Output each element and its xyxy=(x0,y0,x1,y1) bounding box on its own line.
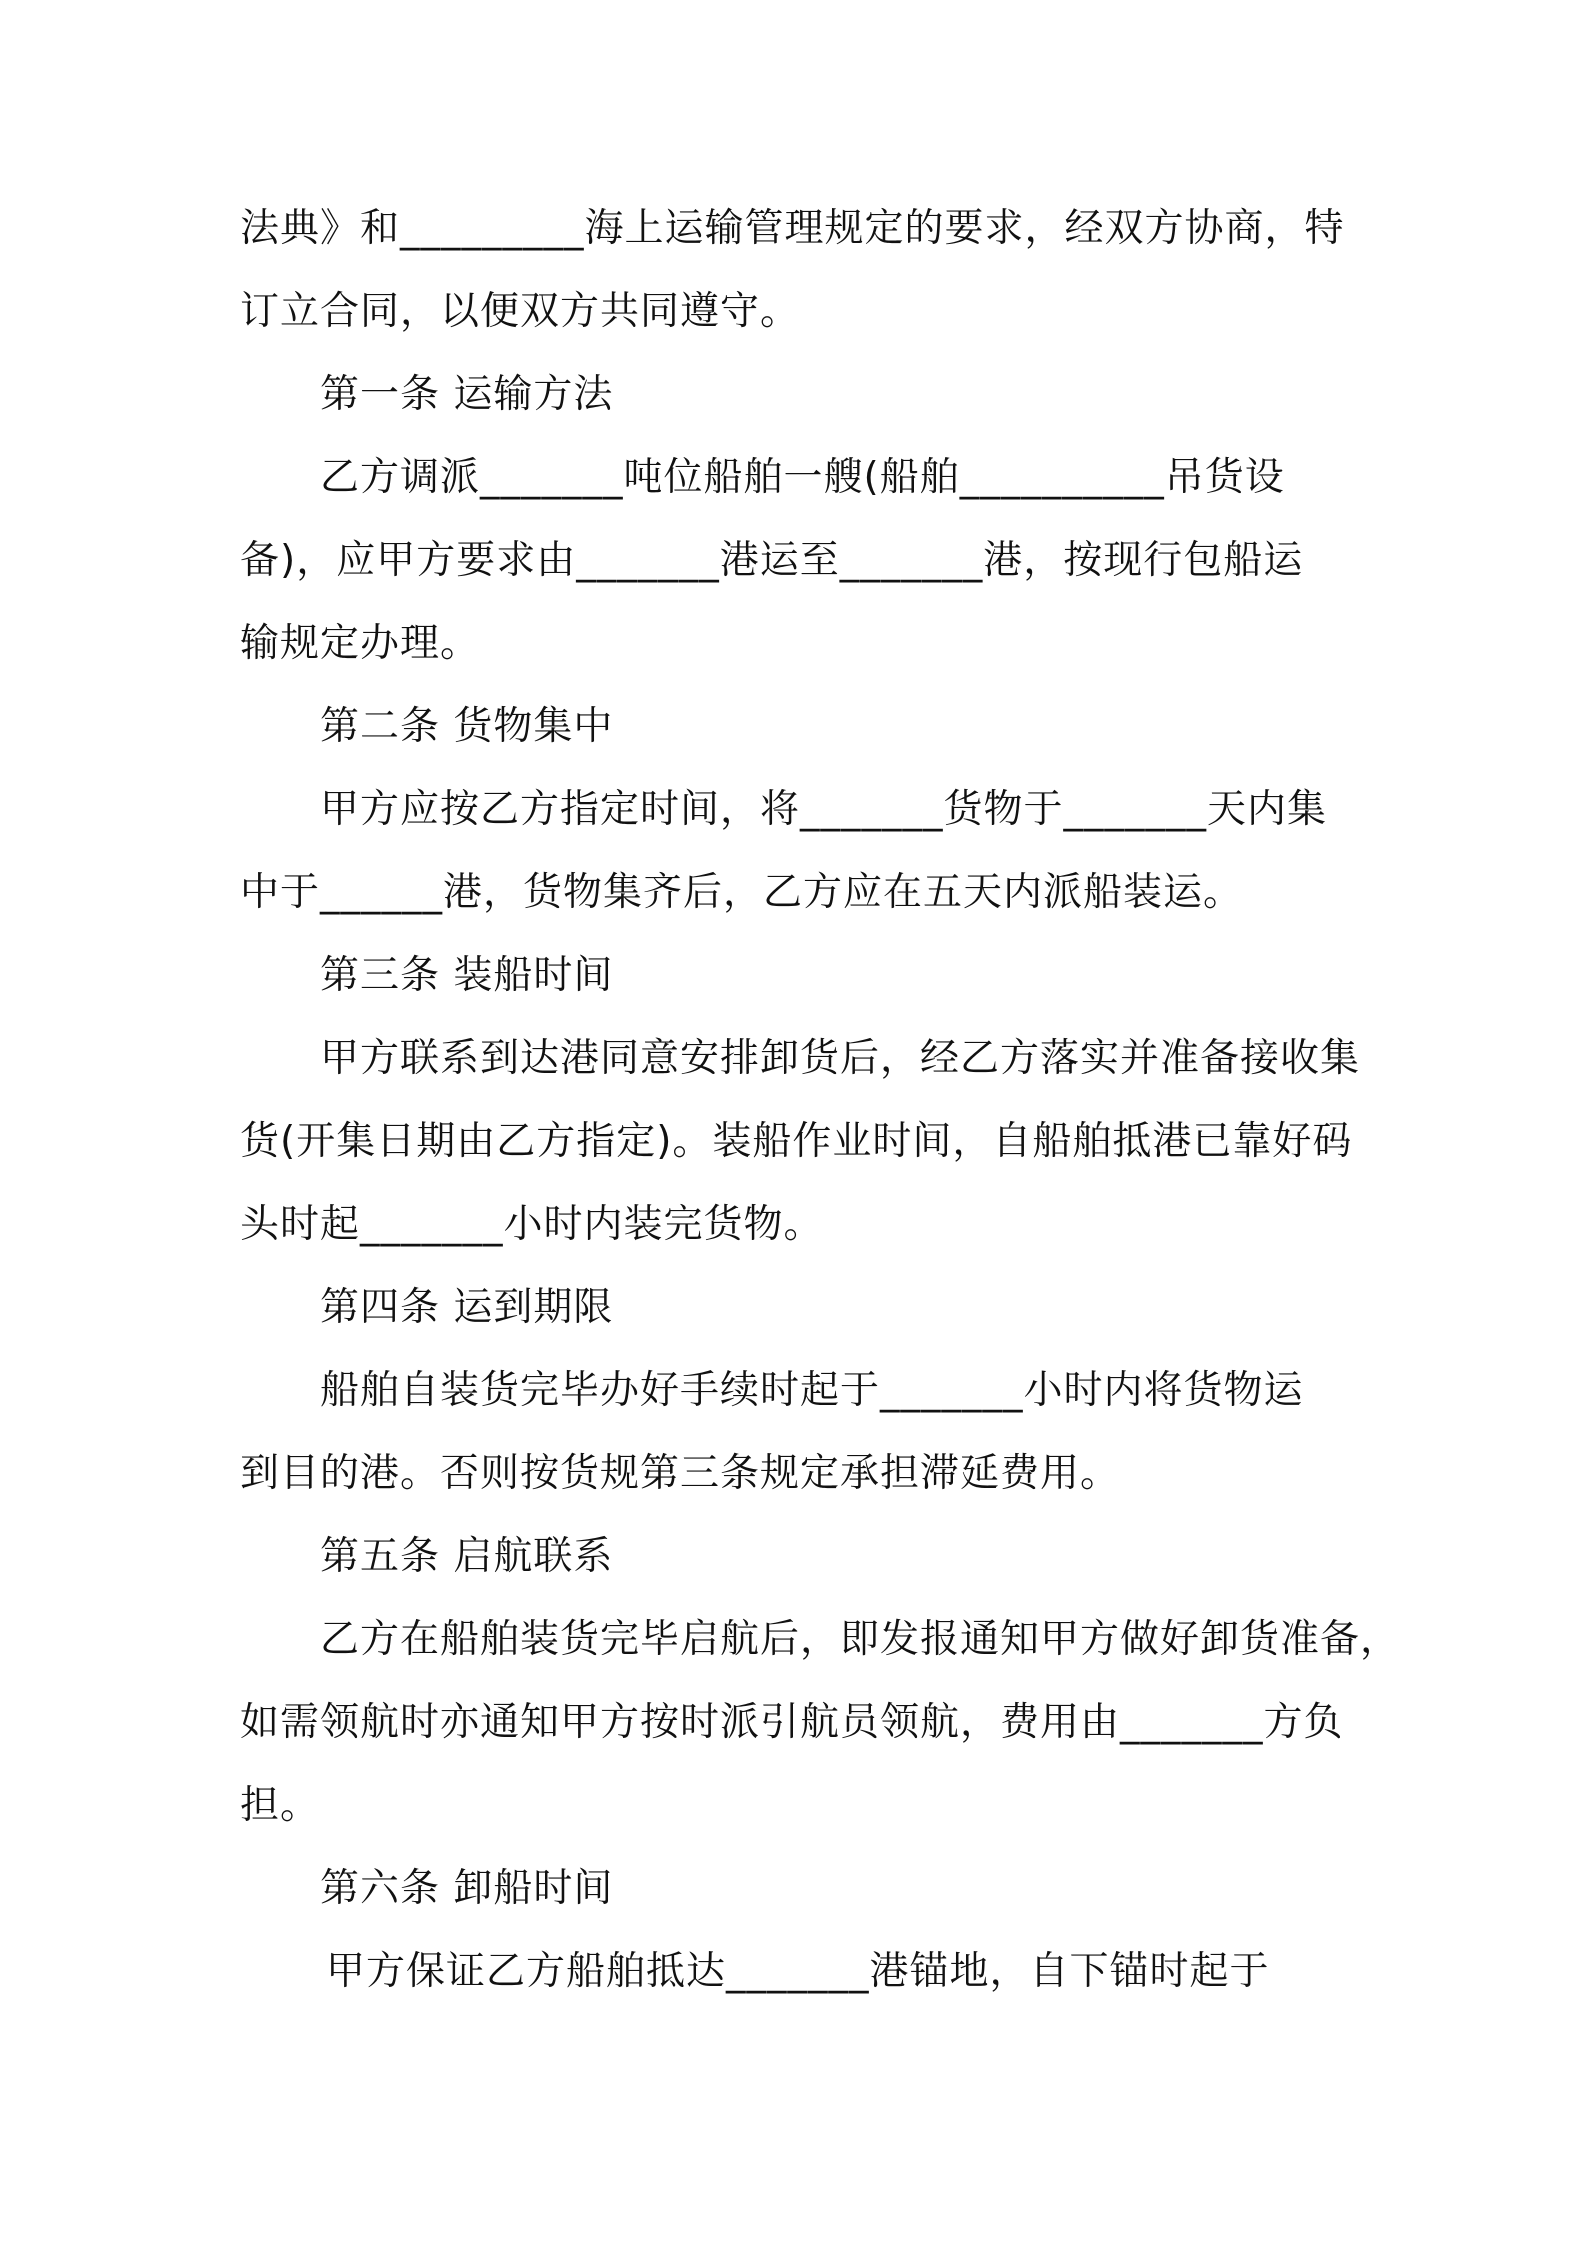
article-heading-3: 第三条 装船时间 xyxy=(320,953,614,998)
text-line: 如需领航时亦通知甲方按时派引航员领航，费用由_______方负 xyxy=(240,1700,1344,1745)
article-heading-2: 第二条 货物集中 xyxy=(320,704,614,749)
article-heading-5: 第五条 启航联系 xyxy=(320,1534,614,1579)
text-line: 乙方调派_______吨位船舶一艘(船舶__________吊货设 xyxy=(320,455,1285,500)
text-line: 甲方联系到达港同意安排卸货后，经乙方落实并准备接收集 xyxy=(320,1036,1361,1081)
text-line: 输规定办理。 xyxy=(240,621,481,666)
text-line: 到目的港。否则按货规第三条规定承担滞延费用。 xyxy=(240,1451,1121,1496)
text-line: 备)，应甲方要求由_______港运至_______港，按现行包船运 xyxy=(240,538,1304,583)
text-line: 船舶自装货完毕办好手续时起于_______小时内将货物运 xyxy=(320,1368,1304,1413)
text-line: 头时起_______小时内装完货物。 xyxy=(240,1202,824,1247)
text-line: 货(开集日期由乙方指定)。装船作业时间，自船舶抵港已靠好码 xyxy=(240,1119,1353,1164)
article-heading-1: 第一条 运输方法 xyxy=(320,372,614,417)
article-heading-4: 第四条 运到期限 xyxy=(320,1285,614,1330)
article-heading-6: 第六条 卸船时间 xyxy=(320,1866,614,1911)
text-line: 中于______港，货物集齐后，乙方应在五天内派船装运。 xyxy=(240,870,1244,915)
text-line: 甲方保证乙方船舶抵达_______港锚地，自下锚时起于 xyxy=(326,1949,1270,1994)
text-line: 担。 xyxy=(240,1783,321,1828)
text-line: 法典》和_________海上运输管理规定的要求，经双方协商，特 xyxy=(240,206,1345,251)
text-line: 订立合同，以便双方共同遵守。 xyxy=(240,289,801,334)
text-line: 乙方在船舶装货完毕启航后，即发报通知甲方做好卸货准备， xyxy=(320,1617,1401,1662)
text-line: 甲方应按乙方指定时间，将_______货物于_______天内集 xyxy=(320,787,1328,832)
